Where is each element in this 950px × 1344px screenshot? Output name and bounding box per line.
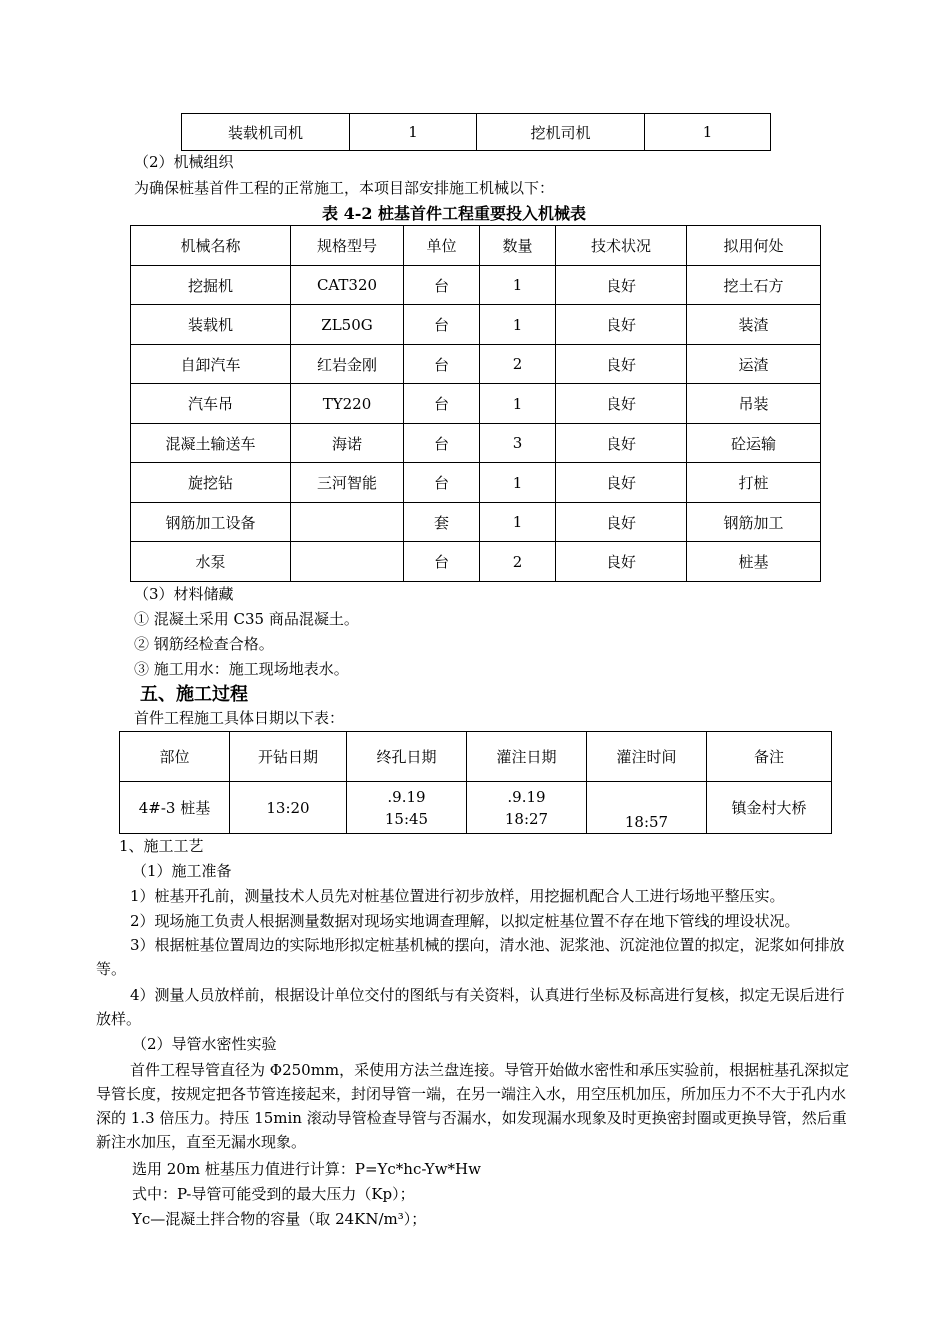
header-cell: 数量: [480, 226, 556, 266]
header-cell: 终孔日期: [347, 732, 467, 782]
table-row: [131, 266, 821, 305]
cell: 挖掘机: [131, 266, 291, 305]
cell: 台: [404, 463, 480, 503]
table-row: [131, 503, 821, 542]
end-date: .9.19: [387, 787, 426, 806]
table-row: [131, 384, 821, 424]
pour-date: .9.19: [507, 787, 546, 806]
materials-item: ① 混凝土采用 C35 商品混凝土。: [134, 610, 359, 628]
pour-cell: [467, 782, 587, 834]
cell: 台: [404, 424, 480, 463]
cell: 台: [404, 266, 480, 305]
cell: ZL50G: [291, 305, 404, 345]
yc-line: Yc—混凝土拌合物的容量（取 24KN/m³）；: [132, 1210, 427, 1228]
pipe-paragraph: 首件工程导管直径为 Φ250mm，采使用方法兰盘连接。导管开始做水密性和承压实验前，根据桩基孔深拟定导管长度，按规定把各节管连接起来，封闭导管一端，在另一端注入水，用空压机加压，所加压力不不大于孔内水深的 1.3 倍压力。持压 15min 滚动导管检查导管与否漏水，如发现漏水现象及时更换密封圈或更换导管，然后重新注水加压，直至无漏水现象。: [96, 1061, 850, 1151]
cell: 2: [480, 345, 556, 384]
note-cell: 镇金村大桥: [707, 782, 832, 834]
cell: 混凝土输送车: [131, 424, 291, 463]
header-cell: 灌注时间: [587, 732, 707, 782]
machinery-table-caption: 表 4-2 桩基首件工程重要投入机械表: [322, 204, 587, 223]
cell: 良好: [556, 384, 687, 424]
formula-line: 选用 20m 桩基压力值进行计算：P=Yc*hc-Yw*Hw: [132, 1160, 481, 1178]
cell: 桩基: [687, 542, 821, 582]
prep-item: 1）桩基开孔前，测量技术人员先对桩基位置进行初步放样，用挖掘机配合人工进行场地平整压实。: [130, 887, 785, 905]
cell: 运渣: [687, 345, 821, 384]
cell: 海诺: [291, 424, 404, 463]
table-header-row: [120, 732, 832, 782]
pour-time-cell: 18:57: [587, 782, 707, 834]
cell: 良好: [556, 503, 687, 542]
staff-cell: 1: [645, 114, 771, 151]
machinery-intro: 为确保桩基首件工程的正常施工，本项目部安排施工机械以下：: [134, 179, 555, 197]
cell: [291, 542, 404, 582]
cell: 旋挖钻: [131, 463, 291, 503]
section-title: 五、施工过程: [140, 684, 248, 705]
cell: 台: [404, 384, 480, 424]
pour-time-line: 18:27: [504, 809, 549, 828]
cell: 装载机: [131, 305, 291, 345]
schedule-intro: 首件工程施工具体日期以下表：: [134, 709, 345, 727]
staff-cell: 装载机司机: [182, 114, 350, 151]
cell: 挖土石方: [687, 266, 821, 305]
cell: 1: [480, 503, 556, 542]
prep-heading: （1）施工准备: [132, 862, 232, 880]
cell: 1: [480, 384, 556, 424]
materials-heading: （3）材料储藏: [134, 585, 234, 603]
cell: 3: [480, 424, 556, 463]
machinery-table: [130, 225, 821, 582]
table-row: [131, 542, 821, 582]
header-cell: 开钻日期: [230, 732, 347, 782]
cell: [291, 503, 404, 542]
where-line: 式中：P-导管可能受到的最大压力（Kp）；: [132, 1185, 415, 1203]
cell: TY220: [291, 384, 404, 424]
cell: 三河智能: [291, 463, 404, 503]
schedule-table: [119, 731, 832, 834]
cell: 良好: [556, 345, 687, 384]
pipe-heading: （2）导管水密性实验: [132, 1035, 277, 1053]
cell: 良好: [556, 305, 687, 345]
cell: 良好: [556, 542, 687, 582]
cell: 汽车吊: [131, 384, 291, 424]
staff-cell: 1: [350, 114, 477, 151]
cell: 2: [480, 542, 556, 582]
cell: 台: [404, 305, 480, 345]
cell: 良好: [556, 463, 687, 503]
materials-item: ② 钢筋经检查合格。: [134, 635, 274, 653]
table-row: [131, 345, 821, 384]
prep-item: 2）现场施工负责人根据测量数据对现场实地调查理解，以拟定桩基位置不存在地下管线的埋设状况。: [130, 912, 800, 930]
process-heading: 1、施工工艺: [119, 837, 204, 855]
header-cell: 规格型号: [291, 226, 404, 266]
prep-item: 4）测量人员放样前，根据设计单位交付的图纸与有关资料，认真进行坐标及标高进行复核，拟定无误后进行放样。: [96, 986, 845, 1028]
cell: 良好: [556, 266, 687, 305]
cell: 钢筋加工设备: [131, 503, 291, 542]
cell: 水泵: [131, 542, 291, 582]
cell: 1: [480, 266, 556, 305]
cell: 红岩金刚: [291, 345, 404, 384]
header-cell: 灌注日期: [467, 732, 587, 782]
start-cell: 13:20: [230, 782, 347, 834]
table-row: [131, 463, 821, 503]
part-cell: 4#-3 桩基: [120, 782, 230, 834]
header-cell: 拟用何处: [687, 226, 821, 266]
cell: 台: [404, 542, 480, 582]
materials-item: ③ 施工用水：施工现场地表水。: [134, 660, 349, 678]
table-row: [131, 305, 821, 345]
cell: 1: [480, 305, 556, 345]
table-row: [131, 424, 821, 463]
cell: 自卸汽车: [131, 345, 291, 384]
staff-cell: 挖机司机: [477, 114, 645, 151]
cell: 良好: [556, 424, 687, 463]
header-cell: 备注: [707, 732, 832, 782]
header-cell: 机械名称: [131, 226, 291, 266]
cell: 台: [404, 345, 480, 384]
header-cell: 单位: [404, 226, 480, 266]
table-header-row: [131, 226, 821, 266]
table-row: [120, 782, 832, 834]
end-time: 15:45: [384, 809, 429, 828]
machinery-heading: （2）机械组织: [134, 153, 234, 171]
staff-table: [181, 113, 771, 151]
cell: 砼运输: [687, 424, 821, 463]
cell: 钢筋加工: [687, 503, 821, 542]
header-cell: 部位: [120, 732, 230, 782]
cell: 装渣: [687, 305, 821, 345]
cell: CAT320: [291, 266, 404, 305]
cell: 1: [480, 463, 556, 503]
end-cell: [347, 782, 467, 834]
cell: 打桩: [687, 463, 821, 503]
header-cell: 技术状况: [556, 226, 687, 266]
cell: 吊装: [687, 384, 821, 424]
cell: 套: [404, 503, 480, 542]
prep-item: 3）根据桩基位置周边的实际地形拟定桩基机械的摆向，清水池、泥浆池、沉淀池位置的拟定，泥浆如何排放等。: [96, 936, 845, 978]
